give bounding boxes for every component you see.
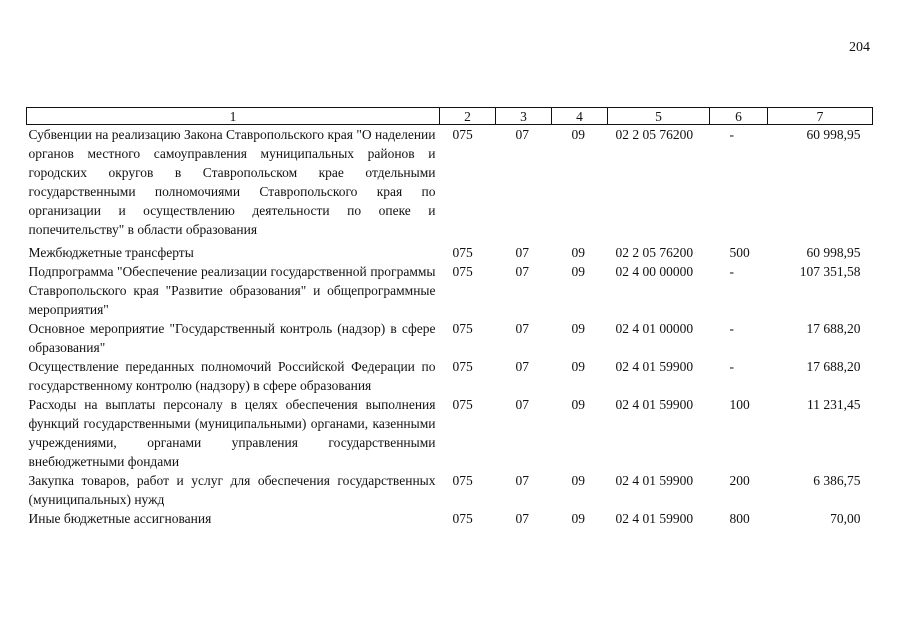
expense-type-code: 800 bbox=[729, 511, 750, 526]
subsection-code: 09 bbox=[571, 245, 585, 260]
page-number: 204 bbox=[849, 40, 870, 55]
amount: 17 688,20 bbox=[806, 359, 861, 374]
amount: 17 688,20 bbox=[806, 321, 861, 336]
column-header-7: 7 bbox=[768, 108, 873, 125]
row-description: Субвенции на реализацию Закона Ставропольского края "О наделении органов местного самоуправления муниципальных районов и городских округов в Ставропольском крае отдельными государственными полномочиями Ставропольского края по организации и осуществлению деятельности по опеке и попечительству" в области образования bbox=[28, 127, 436, 237]
table-row bbox=[27, 262, 873, 319]
amount: 70,00 bbox=[830, 511, 861, 526]
table-row bbox=[27, 243, 873, 262]
section-code: 07 bbox=[515, 511, 529, 526]
subsection-code: 09 bbox=[571, 127, 585, 142]
expense-type-code: 200 bbox=[729, 473, 750, 488]
section-code: 07 bbox=[515, 127, 529, 142]
table-row bbox=[27, 357, 873, 395]
row-description: Расходы на выплаты персоналу в целях обеспечения выполнения функций государственными (муниципальными) органами, казенными учреждениями, органами управления государственными внебюджетными фондами bbox=[28, 397, 436, 469]
expense-type-code: - bbox=[729, 321, 734, 336]
section-code: 07 bbox=[515, 473, 529, 488]
ministry-code: 075 bbox=[452, 397, 473, 412]
row-description: Подпрограмма "Обеспечение реализации государственной программы Ставропольского края "Развитие образования" и общепрограммные мероприятия" bbox=[28, 264, 436, 317]
target-article-code: 02 4 00 00000 bbox=[615, 264, 694, 279]
subsection-code: 09 bbox=[571, 264, 585, 279]
expense-type-code: 100 bbox=[729, 397, 750, 412]
section-code: 07 bbox=[515, 397, 529, 412]
expense-type-code: - bbox=[729, 127, 734, 142]
column-header-5: 5 bbox=[608, 108, 710, 125]
table-row bbox=[27, 509, 873, 528]
target-article-code: 02 2 05 76200 bbox=[615, 127, 694, 142]
row-description: Основное мероприятие "Государственный контроль (надзор) в сфере образования" bbox=[28, 321, 436, 355]
target-article-code: 02 4 01 59900 bbox=[615, 359, 694, 374]
column-header-6: 6 bbox=[710, 108, 768, 125]
row-description: Осуществление переданных полномочий Российской Федерации по государственному контролю (надзору) в сфере образования bbox=[28, 359, 436, 393]
ministry-code: 075 bbox=[452, 127, 473, 142]
amount: 60 998,95 bbox=[806, 127, 861, 142]
target-article-code: 02 2 05 76200 bbox=[615, 245, 694, 260]
amount: 107 351,58 bbox=[799, 264, 861, 279]
table-row bbox=[27, 395, 873, 471]
table-row bbox=[27, 471, 873, 509]
row-description: Межбюджетные трансферты bbox=[28, 245, 194, 260]
row-description: Иные бюджетные ассигнования bbox=[28, 511, 212, 526]
subsection-code: 09 bbox=[571, 321, 585, 336]
ministry-code: 075 bbox=[452, 359, 473, 374]
row-description: Закупка товаров, работ и услуг для обеспечения государственных (муниципальных) нужд bbox=[28, 473, 436, 507]
target-article-code: 02 4 01 00000 bbox=[615, 321, 694, 336]
section-code: 07 bbox=[515, 264, 529, 279]
section-code: 07 bbox=[515, 359, 529, 374]
ministry-code: 075 bbox=[452, 321, 473, 336]
section-code: 07 bbox=[515, 321, 529, 336]
target-article-code: 02 4 01 59900 bbox=[615, 511, 694, 526]
column-header-3: 3 bbox=[496, 108, 552, 125]
column-header-2: 2 bbox=[440, 108, 496, 125]
ministry-code: 075 bbox=[452, 473, 473, 488]
ministry-code: 075 bbox=[452, 511, 473, 526]
subsection-code: 09 bbox=[571, 359, 585, 374]
ministry-code: 075 bbox=[452, 245, 473, 260]
amount: 11 231,45 bbox=[807, 397, 861, 412]
section-code: 07 bbox=[515, 245, 529, 260]
expense-type-code: - bbox=[729, 359, 734, 374]
target-article-code: 02 4 01 59900 bbox=[615, 397, 694, 412]
expense-type-code: - bbox=[729, 264, 734, 279]
column-header-4: 4 bbox=[552, 108, 608, 125]
target-article-code: 02 4 01 59900 bbox=[615, 473, 694, 488]
subsection-code: 09 bbox=[571, 511, 585, 526]
amount: 6 386,75 bbox=[813, 473, 861, 488]
amount: 60 998,95 bbox=[806, 245, 861, 260]
header-row bbox=[27, 108, 873, 125]
expense-type-code: 500 bbox=[729, 245, 750, 260]
column-header-1: 1 bbox=[27, 108, 440, 125]
table-row bbox=[27, 125, 873, 244]
table-row bbox=[27, 319, 873, 357]
subsection-code: 09 bbox=[571, 397, 585, 412]
subsection-code: 09 bbox=[571, 473, 585, 488]
budget-table bbox=[26, 107, 873, 528]
ministry-code: 075 bbox=[452, 264, 473, 279]
